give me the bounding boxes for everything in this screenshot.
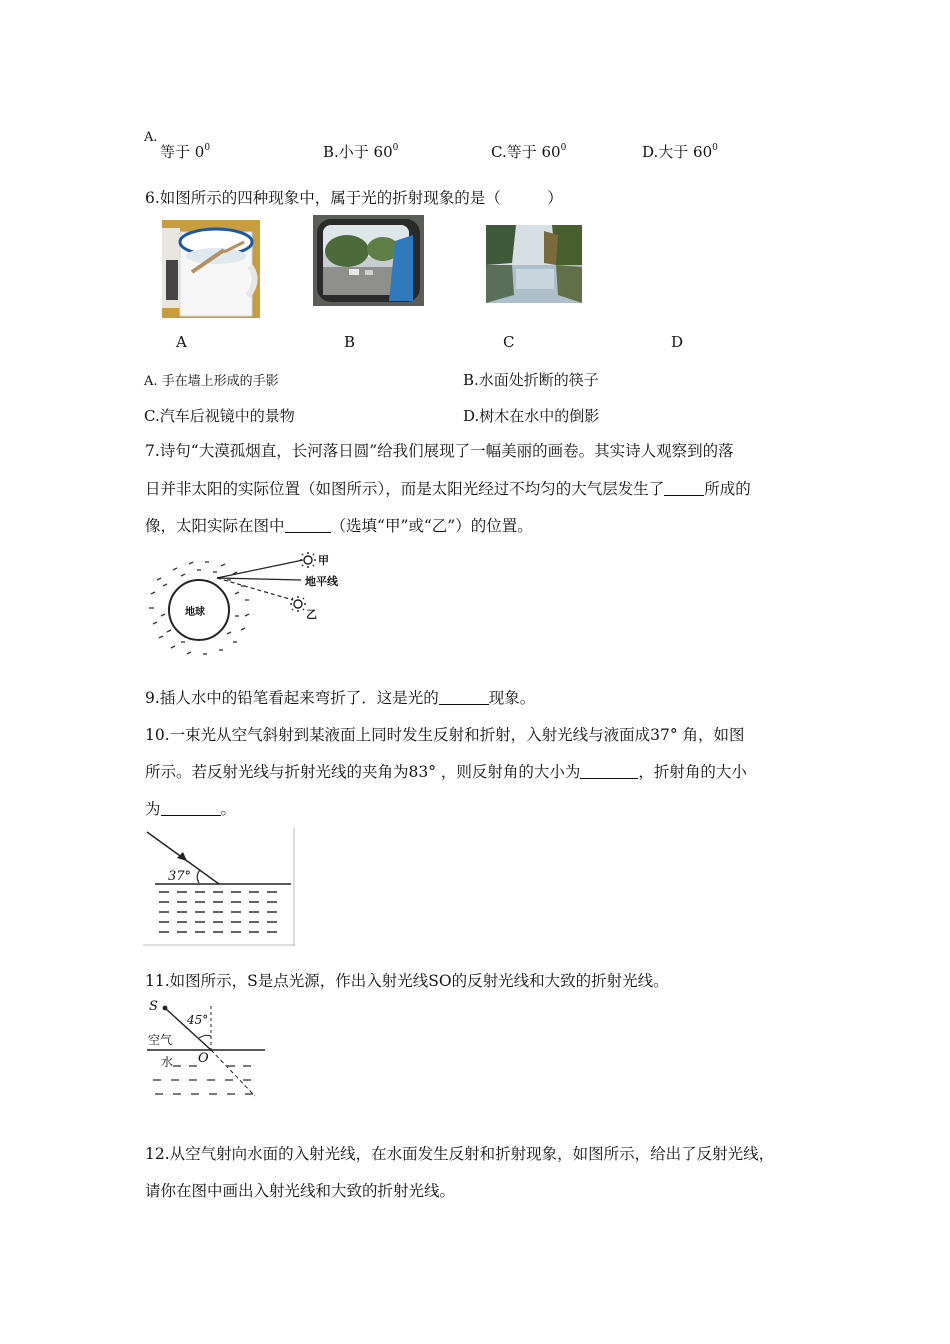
q6-option-b: B.水面处折断的筷子 bbox=[463, 371, 599, 389]
answer-blank[interactable] bbox=[161, 801, 221, 816]
q10-line-2-post: ，折射角的大小 bbox=[638, 763, 747, 781]
q9-line bbox=[145, 688, 535, 708]
q5-option-d bbox=[642, 141, 718, 162]
q5-option-a-prefix: A. bbox=[144, 130, 158, 145]
q11-text: 11.如图所示，S是点光源，作出入射光线SO的反射光线和大致的折射光线。 bbox=[145, 972, 669, 990]
q5-option-c-text: C.等于 60 bbox=[491, 143, 561, 161]
q7-line-3 bbox=[145, 516, 533, 536]
photo-rearview-mirror bbox=[313, 215, 424, 306]
q5-option-d-text: D.大于 60 bbox=[642, 143, 713, 161]
arrow-icon bbox=[177, 852, 187, 861]
figure-angle-45-label: 45° bbox=[187, 1013, 209, 1027]
q5-option-a-text: 等于 0 bbox=[160, 143, 205, 161]
degree-sup: 0 bbox=[560, 143, 567, 153]
degree-sup: 0 bbox=[204, 143, 211, 153]
q6-option-c: C.汽车后视镜中的景物 bbox=[144, 407, 295, 425]
figure-angle-37-label: 37° bbox=[168, 869, 192, 884]
degree-sup: 0 bbox=[712, 143, 718, 153]
figure-liquid-surface bbox=[143, 828, 295, 946]
q6-image-label-c: C bbox=[503, 333, 515, 351]
q9-pre: 9.插人水中的铅笔看起来弯折了．这是光的 bbox=[145, 689, 439, 707]
q5-option-c bbox=[491, 141, 566, 162]
photo-lake-reflection bbox=[486, 225, 582, 303]
figure-jia-label: 甲 bbox=[318, 554, 329, 567]
q7-line-3-pre: 像，太阳实际在图中 bbox=[145, 517, 285, 535]
q7-line-2-post: 所成的 bbox=[704, 480, 751, 498]
figure-yi-label: 乙 bbox=[306, 608, 317, 621]
answer-blank[interactable] bbox=[664, 481, 704, 496]
q6-image-label-b: B bbox=[344, 333, 356, 351]
answer-blank[interactable] bbox=[439, 690, 489, 705]
sun-yi-icon bbox=[290, 596, 306, 612]
q5-option-b-text: B.小于 60 bbox=[323, 143, 393, 161]
q12-line-2: 请你在图中画出入射光线和大致的折射光线。 bbox=[145, 1182, 456, 1200]
figure-o-label: O bbox=[198, 1051, 209, 1066]
q10-line-3-pre: 为 bbox=[145, 800, 161, 818]
q12-line-1: 12.从空气射向水面的入射光线，在水面发生反射和折射现象，如图所示，给出了反射光线， bbox=[145, 1145, 775, 1163]
q7-line-1: 7.诗句“大漠孤烟直，长河落日圆”给我们展现了一幅美丽的画卷。其实诗人观察到的落 bbox=[145, 442, 734, 460]
answer-blank[interactable] bbox=[285, 518, 331, 533]
figure-horizon-label: 地平线 bbox=[305, 575, 338, 588]
q6-image-label-a: A bbox=[176, 333, 187, 351]
figure-earth-label: 地球 bbox=[185, 607, 205, 618]
q9-post: 现象。 bbox=[488, 689, 536, 707]
degree-sup: 0 bbox=[392, 143, 399, 153]
figure-air-label: 空气 bbox=[148, 1033, 173, 1047]
q10-line-3 bbox=[145, 799, 236, 819]
figure-water-label: 水 bbox=[161, 1055, 174, 1069]
q5-option-a bbox=[160, 141, 210, 162]
q7-line-3-post: （选填“甲”或“乙”）的位置。 bbox=[330, 517, 533, 535]
q7-line-2 bbox=[145, 479, 751, 499]
q10-line-1: 10.一束光从空气斜射到某液面上同时发生反射和折射，入射光线与液面成37° 角，如图 bbox=[145, 726, 745, 744]
q6-option-d: D.树木在水中的倒影 bbox=[463, 407, 600, 425]
q10-line-2-pre: 所示。若反射光线与折射光线的夹角为83° ，则反射角的大小为 bbox=[145, 763, 581, 781]
q5-option-b bbox=[323, 141, 398, 162]
photo-cup-chopstick bbox=[162, 220, 260, 318]
q6-option-a: A. 手在墙上形成的手影 bbox=[144, 374, 279, 389]
answer-blank[interactable] bbox=[580, 764, 638, 779]
q10-line-2 bbox=[145, 762, 747, 782]
q6-image-label-d: D bbox=[671, 333, 684, 351]
q7-line-2-pre: 日并非太阳的实际位置（如图所示），而是太阳光经过不均匀的大气层发生了 bbox=[145, 480, 665, 498]
q10-line-3-post: 。 bbox=[220, 800, 237, 818]
q6-stem: 6.如图所示的四种现象中，属于光的折射现象的是（ ） bbox=[145, 189, 563, 207]
figure-s-label: S bbox=[149, 999, 158, 1014]
